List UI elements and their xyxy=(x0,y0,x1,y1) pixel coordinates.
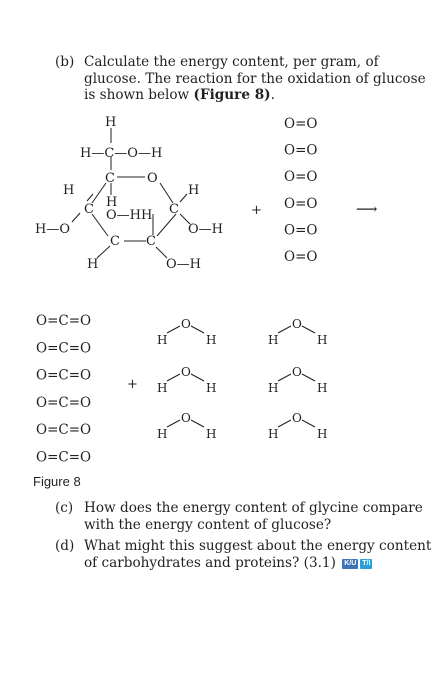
oxygen-atom: O xyxy=(181,365,191,379)
oxygen-molecule: O=O xyxy=(284,195,318,212)
question-d-text xyxy=(84,538,431,571)
hydrogen-atom: H xyxy=(157,381,168,395)
bond xyxy=(97,246,110,258)
bond xyxy=(167,326,180,333)
atom: H xyxy=(188,183,200,198)
oxygen-molecule: O=O xyxy=(284,116,318,132)
water-molecules xyxy=(157,317,327,441)
question-c-label: (c) xyxy=(55,500,74,516)
atom-group: O—H xyxy=(188,222,223,237)
bond xyxy=(191,326,204,333)
question-d-label: (d) xyxy=(55,538,75,554)
hydrogen-atom: H xyxy=(268,427,279,441)
oxygen-atom: O xyxy=(181,411,191,425)
atom: H xyxy=(105,115,117,130)
oxygen-molecule: O=O xyxy=(284,142,318,159)
oxygen-column xyxy=(284,116,317,265)
bond xyxy=(302,326,315,333)
bond xyxy=(191,374,204,381)
bond xyxy=(278,374,291,381)
water-molecule xyxy=(157,317,216,347)
bond xyxy=(160,183,173,203)
atom-group: O—H xyxy=(166,257,201,272)
atom-group: H—C—O—H xyxy=(80,146,163,161)
bond xyxy=(278,420,291,427)
hydrogen-atom: H xyxy=(317,427,328,441)
oxygen-atom: O xyxy=(181,317,191,331)
atom-group: O—HH xyxy=(106,208,153,223)
atom: C xyxy=(169,202,179,217)
question-b-line: Calculate the energy content, per gram, of xyxy=(84,54,379,70)
bond xyxy=(87,194,93,201)
bond xyxy=(302,420,315,427)
carbon-dioxide-molecule: O=C=O xyxy=(36,394,92,411)
question-b-label: (b) xyxy=(55,54,75,70)
question-c xyxy=(55,500,423,536)
figure-label: Figure 8 xyxy=(33,474,81,489)
question-d-line: What might this suggest about the energy content xyxy=(84,538,432,554)
bond xyxy=(302,374,315,381)
bond xyxy=(157,214,176,236)
atom: C xyxy=(146,234,156,249)
reaction-arrow: ⟶ xyxy=(356,200,378,218)
figure-reference: (Figure 8) xyxy=(193,87,271,103)
hydrogen-atom: H xyxy=(317,333,328,347)
question-d-line xyxy=(84,555,431,572)
question-d xyxy=(55,538,432,574)
atom-group: H—O xyxy=(35,222,70,237)
carbon-dioxide-molecule: O=C=O xyxy=(36,422,92,439)
question-d-line-text: of carbohydrates and proteins? (3.1) xyxy=(84,554,336,571)
bond xyxy=(278,326,291,333)
bond xyxy=(167,420,180,427)
hydrogen-atom: H xyxy=(206,333,217,347)
hydrogen-atom: H xyxy=(317,381,328,395)
plus-sign: + xyxy=(251,203,262,218)
carbon-dioxide-column xyxy=(36,313,91,466)
carbon-dioxide-molecule: O=C=O xyxy=(36,340,92,357)
atom: H xyxy=(106,195,118,210)
atom: H xyxy=(87,257,99,272)
carbon-dioxide-molecule: O=C=O xyxy=(36,313,92,329)
water-molecule xyxy=(157,365,216,395)
question-c-line: with the energy content of glucose? xyxy=(84,516,332,533)
knowledge-badge: K/U xyxy=(344,559,357,567)
atom: O xyxy=(147,171,158,186)
bond xyxy=(92,183,106,203)
question-b-line: glucose. The reaction for the oxidation of glucose xyxy=(84,70,426,87)
hydrogen-atom: H xyxy=(157,333,168,347)
oxygen-molecule: O=O xyxy=(284,249,318,265)
atom: C xyxy=(110,234,120,249)
question-b-line-text: is shown below xyxy=(84,87,194,103)
question-c-text xyxy=(84,500,423,533)
water-molecule xyxy=(268,317,327,347)
oxygen-atom: O xyxy=(292,365,302,379)
carbon-dioxide-molecule: O=C=O xyxy=(36,367,92,384)
oxygen-molecule: O=O xyxy=(284,169,318,186)
bond xyxy=(167,374,180,381)
water-molecule xyxy=(268,411,327,441)
atom: C xyxy=(84,202,94,217)
question-b-line-end: . xyxy=(270,87,275,103)
hydrogen-atom: H xyxy=(206,381,217,395)
oxygen-molecule: O=O xyxy=(284,222,318,239)
question-c-line: How does the energy content of glycine compare xyxy=(84,500,423,516)
plus-sign: + xyxy=(127,377,138,392)
water-molecule xyxy=(268,365,327,395)
bond xyxy=(191,420,204,427)
bond xyxy=(180,194,187,202)
water-molecule xyxy=(157,411,216,441)
atom: C xyxy=(105,171,115,186)
thinking-badge: T/I xyxy=(362,559,371,567)
oxygen-atom: O xyxy=(292,411,302,425)
hydrogen-atom: H xyxy=(206,427,217,441)
hydrogen-atom: H xyxy=(157,427,168,441)
bond xyxy=(72,213,80,222)
atom: H xyxy=(63,183,75,198)
glucose-structure xyxy=(35,115,223,272)
hydrogen-atom: H xyxy=(268,333,279,347)
oxygen-atom: O xyxy=(292,317,302,331)
hydrogen-atom: H xyxy=(268,381,279,395)
carbon-dioxide-molecule: O=C=O xyxy=(36,449,92,466)
